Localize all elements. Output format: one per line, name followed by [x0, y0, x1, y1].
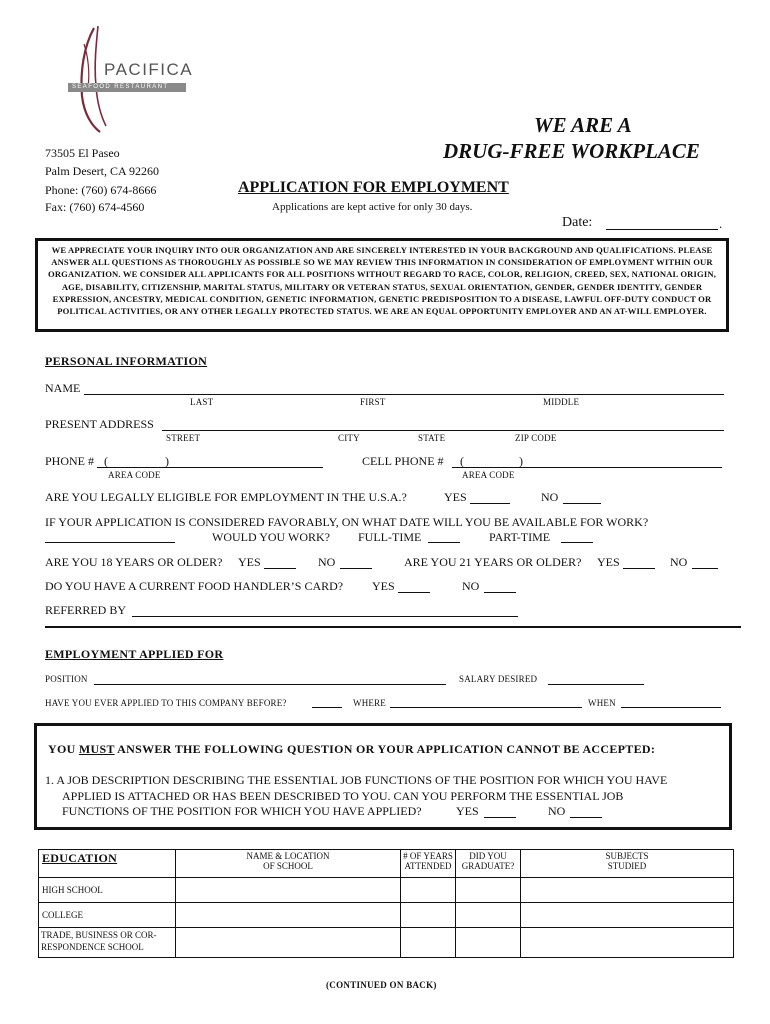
phone-paren-open: (	[104, 454, 108, 468]
applied-before-question: HAVE YOU EVER APPLIED TO THIS COMPANY BEFORE?	[45, 698, 287, 708]
where-field[interactable]	[390, 707, 582, 708]
age18-question: ARE YOU 18 YEARS OR OLDER?	[45, 555, 223, 569]
address-street-caption: STREET	[166, 433, 201, 443]
row-label-college: COLLEGE	[39, 903, 176, 928]
cell-area-caption: AREA CODE	[462, 470, 515, 480]
table-row	[39, 878, 734, 903]
date-period: .	[719, 216, 723, 231]
col-subjects-line2: STUDIED	[607, 861, 647, 871]
address-fax: Fax: (760) 674-4560	[45, 200, 145, 214]
full-time-label: FULL-TIME	[358, 530, 422, 544]
education-heading: EDUCATION	[42, 851, 118, 865]
required-heading	[48, 742, 655, 757]
name-label: NAME	[45, 381, 81, 395]
full-time-field[interactable]	[428, 542, 460, 543]
food-card-no-label: NO	[462, 579, 480, 593]
high-school-years-cell[interactable]	[401, 878, 456, 903]
row-label-trade	[39, 928, 176, 958]
eligible-no-label: NO	[541, 490, 559, 504]
row-label-trade-line2: RESPONDENCE SCHOOL	[41, 942, 144, 952]
cell-phone-field[interactable]	[452, 467, 722, 468]
date-field[interactable]	[606, 229, 718, 230]
cell-paren-close: )	[519, 454, 523, 468]
position-label: POSITION	[45, 674, 88, 684]
trade-years-cell[interactable]	[401, 928, 456, 958]
trade-name-cell[interactable]	[176, 928, 401, 958]
referred-field[interactable]	[132, 616, 518, 617]
continued-on-back: (CONTINUED ON BACK)	[326, 980, 437, 990]
age18-no-field[interactable]	[340, 568, 372, 569]
trade-subjects-cell[interactable]	[521, 928, 734, 958]
required-heading-post: ANSWER THE FOLLOWING QUESTION OR YOUR APPLICATION CANNOT BE ACCEPTED:	[114, 742, 656, 756]
fish-logo-icon	[66, 26, 196, 136]
age21-no-field[interactable]	[692, 568, 718, 569]
trade-graduate-cell[interactable]	[456, 928, 521, 958]
food-card-yes-field[interactable]	[398, 592, 430, 593]
eligible-question: ARE YOU LEGALLY ELIGIBLE FOR EMPLOYMENT IN THE U.S.A.?	[45, 490, 407, 504]
college-graduate-cell[interactable]	[456, 903, 521, 928]
required-heading-pre: YOU	[48, 742, 79, 756]
education-heading-cell	[39, 850, 176, 878]
college-name-cell[interactable]	[176, 903, 401, 928]
referred-label: REFERRED BY	[45, 603, 127, 617]
required-yes-label: YES	[456, 804, 479, 818]
col-years-line1: # OF YEARS	[403, 851, 453, 861]
required-q1-line3: FUNCTIONS OF THE POSITION FOR WHICH YOU HAVE APPLIED?	[62, 804, 422, 818]
eligible-no-field[interactable]	[563, 503, 601, 504]
high-school-name-cell[interactable]	[176, 878, 401, 903]
col-graduate-line1: DID YOU	[469, 851, 507, 861]
required-yes-field[interactable]	[484, 817, 516, 818]
part-time-field[interactable]	[561, 542, 593, 543]
name-field[interactable]	[84, 394, 724, 395]
position-field[interactable]	[94, 684, 446, 685]
required-q1-line2: APPLIED IS ATTACHED OR HAS BEEN DESCRIBED TO YOU. CAN YOU PERFORM THE ESSENTIAL JOB	[62, 789, 624, 803]
page-subtitle: Applications are kept active for only 30 days.	[272, 201, 473, 213]
address-state-caption: STATE	[418, 433, 446, 443]
address-city: Palm Desert, CA 92260	[45, 164, 159, 178]
personal-info-heading: PERSONAL INFORMATION	[45, 354, 208, 368]
eligible-yes-label: YES	[444, 490, 467, 504]
phone-paren-close: )	[165, 454, 169, 468]
college-years-cell[interactable]	[401, 903, 456, 928]
name-last-caption: LAST	[190, 397, 214, 407]
col-subjects	[521, 850, 734, 878]
age18-yes-field[interactable]	[264, 568, 296, 569]
row-label-trade-line1: TRADE, BUSINESS OR COR-	[41, 930, 157, 940]
applied-before-field[interactable]	[312, 707, 342, 708]
col-years-line2: ATTENDED	[404, 861, 452, 871]
section-divider	[45, 626, 741, 628]
phone-label: PHONE #	[45, 454, 95, 468]
phone-field[interactable]	[97, 467, 323, 468]
education-header-row	[39, 850, 734, 878]
col-graduate-line2: GRADUATE?	[461, 861, 515, 871]
name-first-caption: FIRST	[360, 397, 386, 407]
col-name-location-line2: OF SCHOOL	[263, 861, 313, 871]
required-q1-line1: 1. A JOB DESCRIPTION DESCRIBING THE ESSENTIAL JOB FUNCTIONS OF THE POSITION FOR WHICH YOU HAVE	[45, 773, 668, 787]
col-name-location	[176, 850, 401, 878]
required-no-label: NO	[548, 804, 566, 818]
row-label-high-school: HIGH SCHOOL	[39, 878, 176, 903]
address-street: 73505 El Paseo	[45, 146, 120, 160]
col-graduate	[456, 850, 521, 878]
salary-field[interactable]	[548, 684, 644, 685]
food-card-yes-label: YES	[372, 579, 395, 593]
age21-no-label: NO	[670, 555, 688, 569]
table-row	[39, 928, 734, 958]
drug-free-line-2: DRUG-FREE WORKPLACE	[443, 139, 700, 163]
name-middle-caption: MIDDLE	[543, 397, 580, 407]
part-time-label: PART-TIME	[489, 530, 551, 544]
company-logo	[66, 26, 196, 136]
drug-free-line-1: WE ARE A	[534, 113, 632, 137]
age21-yes-field[interactable]	[623, 568, 655, 569]
age21-yes-label: YES	[597, 555, 620, 569]
food-card-no-field[interactable]	[484, 592, 516, 593]
where-label: WHERE	[353, 698, 386, 708]
phone-area-caption: AREA CODE	[108, 470, 161, 480]
available-question: IF YOUR APPLICATION IS CONSIDERED FAVORABLY, ON WHAT DATE WILL YOU BE AVAILABLE FOR WORK?	[45, 515, 649, 529]
logo-name: PACIFICA	[104, 60, 194, 79]
table-row	[39, 903, 734, 928]
address-zip-caption: ZIP CODE	[515, 433, 557, 443]
address-field[interactable]	[162, 430, 724, 431]
cell-phone-label: CELL PHONE #	[362, 454, 444, 468]
col-name-location-line1: NAME & LOCATION	[246, 851, 330, 861]
education-table	[38, 849, 734, 958]
address-label: PRESENT ADDRESS	[45, 417, 154, 431]
food-card-question: DO YOU HAVE A CURRENT FOOD HANDLER’S CARD?	[45, 579, 344, 593]
college-subjects-cell[interactable]	[521, 903, 734, 928]
salary-label: SALARY DESIRED	[459, 674, 538, 684]
eligible-yes-field[interactable]	[470, 503, 510, 504]
col-subjects-line1: SUBJECTS	[605, 851, 649, 861]
date-label: Date:	[562, 215, 593, 230]
when-label: WHEN	[588, 698, 616, 708]
required-no-field[interactable]	[570, 817, 602, 818]
high-school-subjects-cell[interactable]	[521, 878, 734, 903]
logo-tagline: SEAFOOD RESTAURANT	[72, 84, 169, 90]
age18-no-label: NO	[318, 555, 336, 569]
high-school-graduate-cell[interactable]	[456, 878, 521, 903]
address-phone: Phone: (760) 674-8666	[45, 183, 157, 197]
col-years	[401, 850, 456, 878]
address-city-caption: CITY	[338, 433, 360, 443]
required-heading-must: MUST	[78, 742, 115, 756]
age18-yes-label: YES	[238, 555, 261, 569]
when-field[interactable]	[621, 707, 721, 708]
available-date-field[interactable]	[45, 542, 175, 543]
page-title: APPLICATION FOR EMPLOYMENT	[238, 179, 509, 196]
eeo-notice: WE APPRECIATE YOUR INQUIRY INTO OUR ORGANIZATION AND ARE SINCERELY INTERESTED IN YOUR BACKGROUND AND QUALIFICATIONS. PLEASE ANSWER ALL QUESTIONS AS THOROUGHLY AS POSSIBLE SO WE MAY REVIEW THIS INFORMATION IN CONSIDERATION OF EMPLOYMENT WITHIN OUR ORGANIZATION. WE CONSIDER ALL APPLICANTS FOR ALL POSITIONS WITHOUT REGARD TO RACE, COLOR, RELIGION, CREED, SEX, NATIONAL ORIGIN, AGE, DISABILITY, CITIZENSHIP, MARITAL STATUS, MILITARY OR VETERAN STATUS, SEXUAL ORIENTATION, GENDER, GENDER IDENTITY, GENDER EXPRESSION, ANCESTRY, MEDICAL CONDITION, GENETIC INFORMATION, GENETIC PREDISPOSITION TO A DISEASE, LAWFUL OFF-DUTY CONDUCT OR POLITICAL ACTIVITIES, OR ANY OTHER LEGALLY PROTECTED STATUS. WE ARE AN EQUAL OPPORTUNITY EMPLOYER AND AN AT-WILL EMPLOYER.	[35, 238, 729, 332]
age21-question: ARE YOU 21 YEARS OR OLDER?	[404, 555, 582, 569]
cell-paren-open: (	[460, 454, 464, 468]
employment-heading: EMPLOYMENT APPLIED FOR	[45, 647, 224, 661]
would-work-label: WOULD YOU WORK?	[212, 530, 330, 544]
